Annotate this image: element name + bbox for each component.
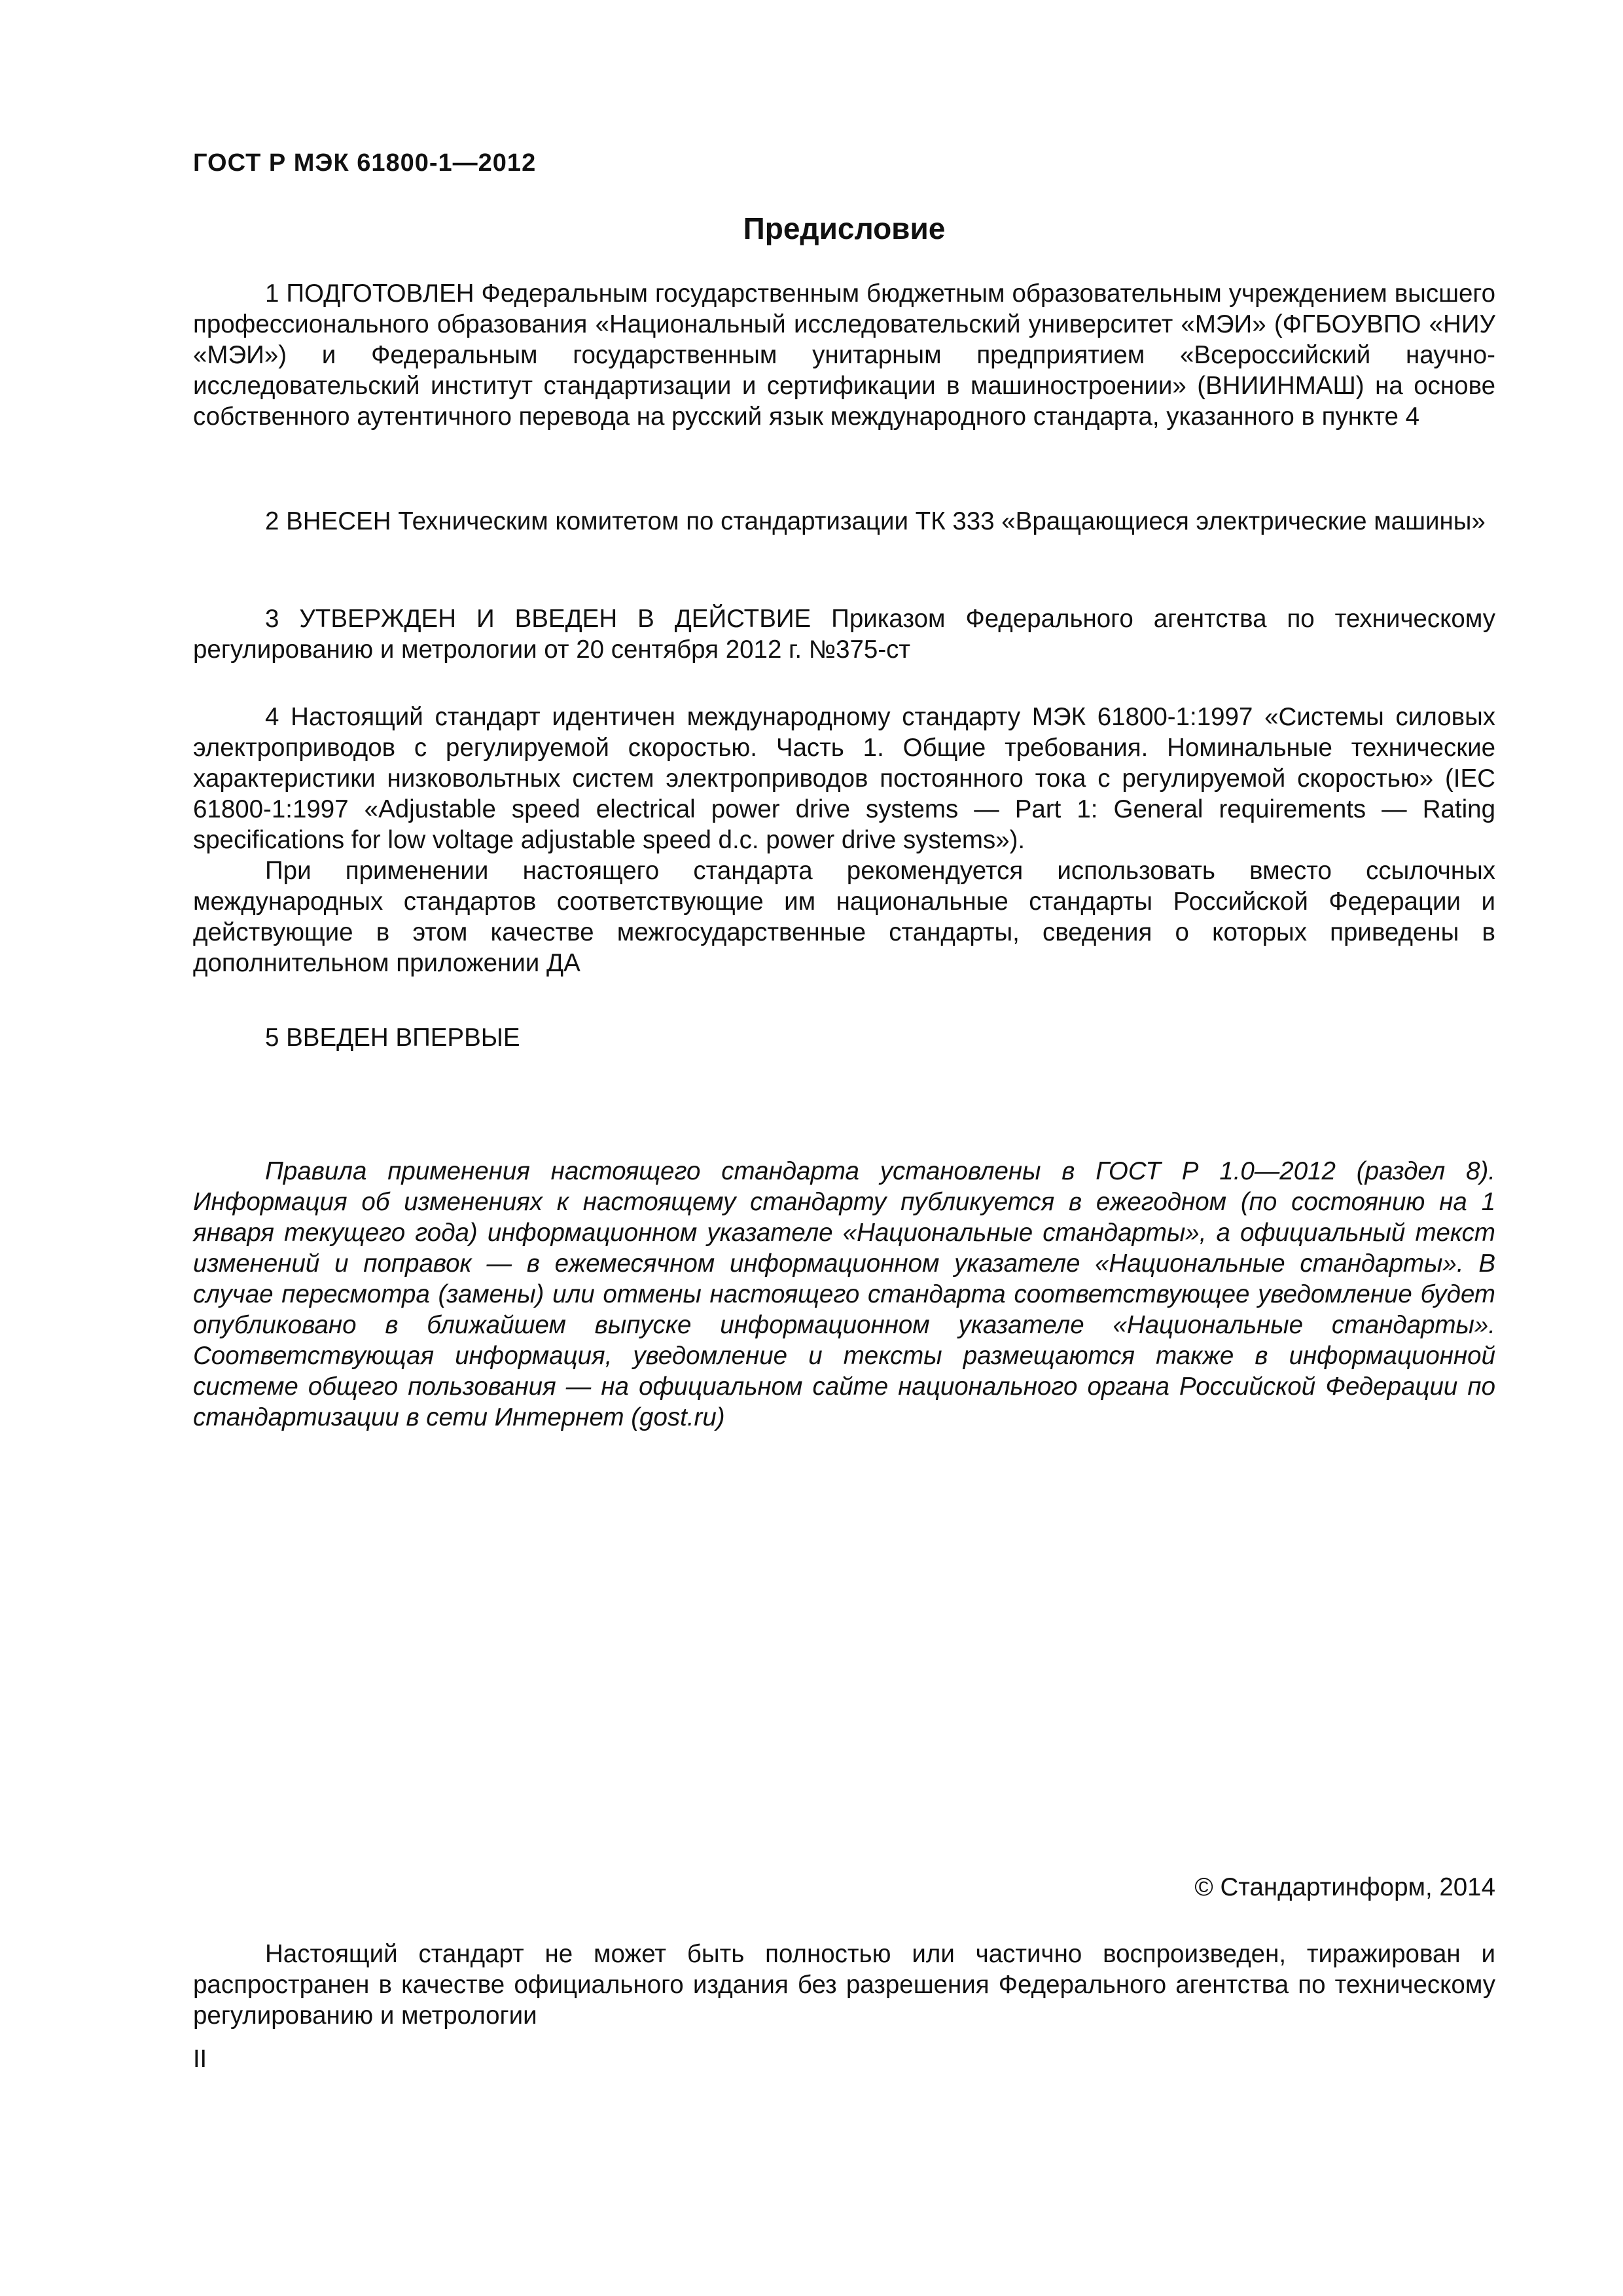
paragraph-prepared-by: 1 ПОДГОТОВЛЕН Федеральным государственным бюджетным образовательным учреждением высшего профессионального образования «Национальный исследовательский университет «МЭИ» (ФГБОУВПО «НИУ «МЭИ») и Федеральным государственным унитарным предприятием «Всероссийский научно-исследовательский институт стандартизации и сертификации в машиностроении» (ВНИИНМАШ) на основе собственного аутентичного перевода на русский язык международного стандарта, указанного в пункте 4 — [193, 279, 1495, 431]
paragraph-introduced-first: 5 ВВЕДЕН ВПЕРВЫЕ — [265, 1024, 520, 1052]
paragraph-approved: 3 УТВЕРЖДЕН И ВВЕДЕН В ДЕЙСТВИЕ Приказом Федерального агентства по техническому регулированию и метрологии от 20 сентября 2012 г. №375-ст — [193, 605, 1495, 664]
section-3-block — [193, 603, 1495, 665]
paragraph-reproduction-notice: Настоящий стандарт не может быть полностью или частично воспроизведен, тиражирован и распространен в качестве официального издания без разрешения Федерального агентства по техническому регулированию и метрологии — [193, 1940, 1495, 2030]
paragraph-identical-standard: 4 Настоящий стандарт идентичен международному стандарту МЭК 61800-1:1997 «Системы силовых электроприводов с регулируемой скоростью. Часть 1. Общие требования. Номинальные технические характеристики низковольтных систем электроприводов постоянного тока с регулируемой скоростью» (IEC 61800-1:1997 «Adjustable speed electrical power drive systems — Part 1: General requirements — Rating specifications for low voltage adjustable speed d.c. power drive systems»). — [193, 703, 1495, 854]
paragraph-reference-usage: При применении настоящего стандарта рекомендуется использовать вместо ссылочных международных стандартов соответствующие им национальные стандарты Российской Федерации и действующие в этом качестве межгосударственные стандарты, сведения о которых приведены в дополнительном приложении ДА — [193, 857, 1495, 977]
application-rules-block — [193, 1156, 1495, 1433]
section-2-block — [193, 506, 1495, 537]
paragraph-application-rules: Правила применения настоящего стандарта установлены в ГОСТ Р 1.0—2012 (раздел 8). Информация об изменениях к настоящему стандарту публикуется в ежегодном (по состоянию на 1 января текущего года) информационном указателе «Национальные стандарты», а официальный текст изменений и поправок — в ежемесячном информационном указателе «Национальные стандарты». В случае пересмотра (замены) или отмены настоящего стандарта соответствующее уведомление будет опубликовано в ближайшем выпуске информационном указателе «Национальные стандарты». Соответствующая информация, уведомление и тексты размещаются также в информационной системе общего пользования — на официальном сайте национального органа Российской Федерации по стандартизации в сети Интернет (gost.ru) — [193, 1157, 1495, 1431]
page-title: Предисловие — [743, 211, 946, 245]
section-4-block — [193, 702, 1495, 978]
section-1-block — [193, 278, 1495, 432]
section-5-block — [193, 1022, 1495, 1053]
reproduction-notice-block — [193, 1939, 1495, 2031]
document-id-header: ГОСТ Р МЭК 61800-1—2012 — [193, 149, 537, 177]
paragraph-introduced-by: 2 ВНЕСЕН Техническим комитетом по стандартизации ТК 333 «Вращающиеся электрические машины» — [265, 507, 1486, 535]
page-number: II — [193, 2045, 207, 2073]
copyright-line: © Стандартинформ, 2014 — [1194, 1873, 1495, 1901]
